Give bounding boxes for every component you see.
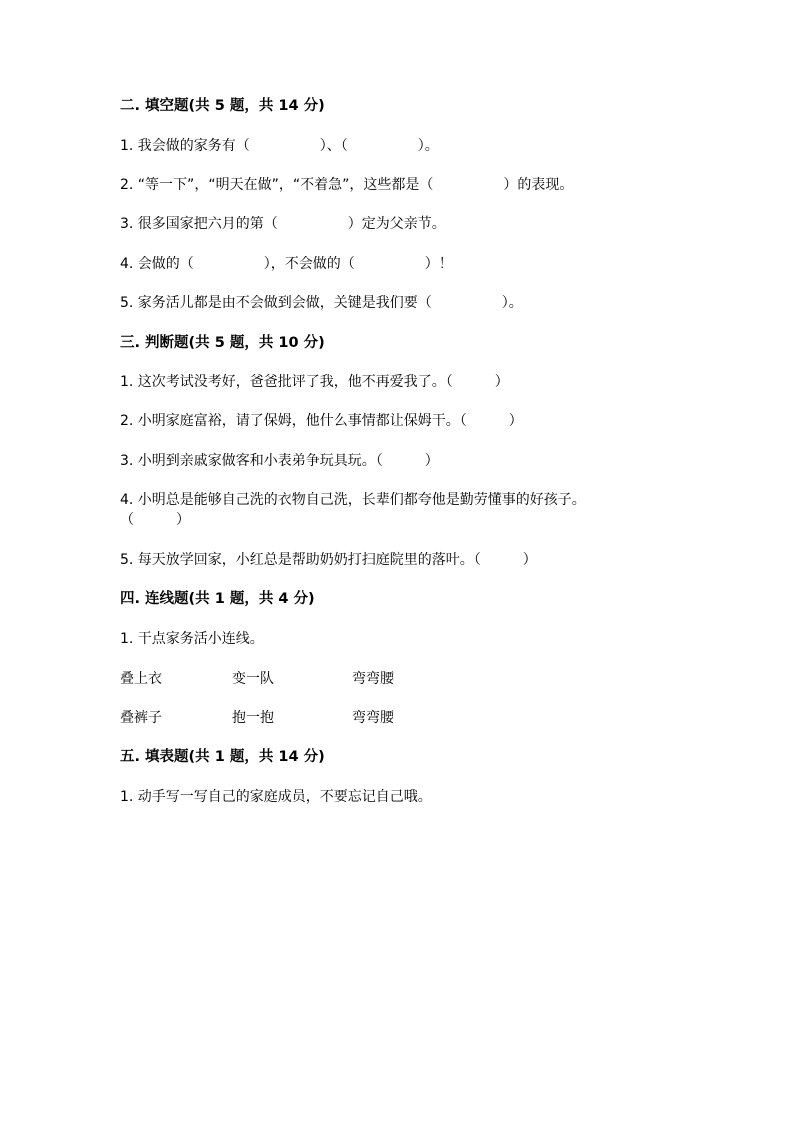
question-judge-4-blank: （ ） [120,512,190,528]
question-fill-3: 3. 很多国家把六月的第（ ）定为父亲节。 [120,216,446,232]
matching-item: 弯弯腰 [352,710,394,726]
question-fill-4: 4. 会做的（ ），不会做的（ ）！ [120,256,453,272]
question-judge-4: 4. 小明总是能够自己洗的衣物自己洗，长辈们都夸他是勤劳懂事的好孩子。 [120,492,586,508]
question-fill-5: 5. 家务活儿都是由不会做到会做，关键是我们要（ ）。 [120,295,523,311]
section-heading-judge: 三. 判断题(共 5 题，共 10 分) [120,335,325,351]
question-fill-2: 2. “等一下”，“明天在做”，“不着急”，这些都是（ ）的表现。 [120,177,574,193]
question-judge-5: 5. 每天放学回家，小红总是帮助奶奶打扫庭院里的落叶。（ ） [120,552,537,568]
question-table-1: 1. 动手写一写自己的家庭成员，不要忘记自己哦。 [120,789,432,805]
question-fill-1: 1. 我会做的家务有（ ）、（ ）。 [120,138,439,154]
question-judge-1: 1. 这次考试没考好，爸爸批评了我，他不再爱我了。（ ） [120,374,509,390]
question-judge-3: 3. 小明到亲戚家做客和小表弟争玩具玩。（ ） [120,453,439,469]
question-judge-2: 2. 小明家庭富裕，请了保姆，他什么事情都让保姆干。（ ） [120,413,523,429]
matching-item: 抱一抱 [232,710,274,726]
question-matching-1: 1. 干点家务活小连线。 [120,631,264,647]
matching-item: 弯弯腰 [352,671,394,687]
matching-item: 叠裤子 [120,710,162,726]
matching-item: 叠上衣 [120,671,162,687]
section-heading-matching: 四. 连线题(共 1 题，共 4 分) [120,591,315,607]
matching-item: 变一队 [232,671,274,687]
section-heading-table: 五. 填表题(共 1 题，共 14 分) [120,749,325,765]
section-heading-fill-blank: 二. 填空题(共 5 题，共 14 分) [120,98,325,114]
